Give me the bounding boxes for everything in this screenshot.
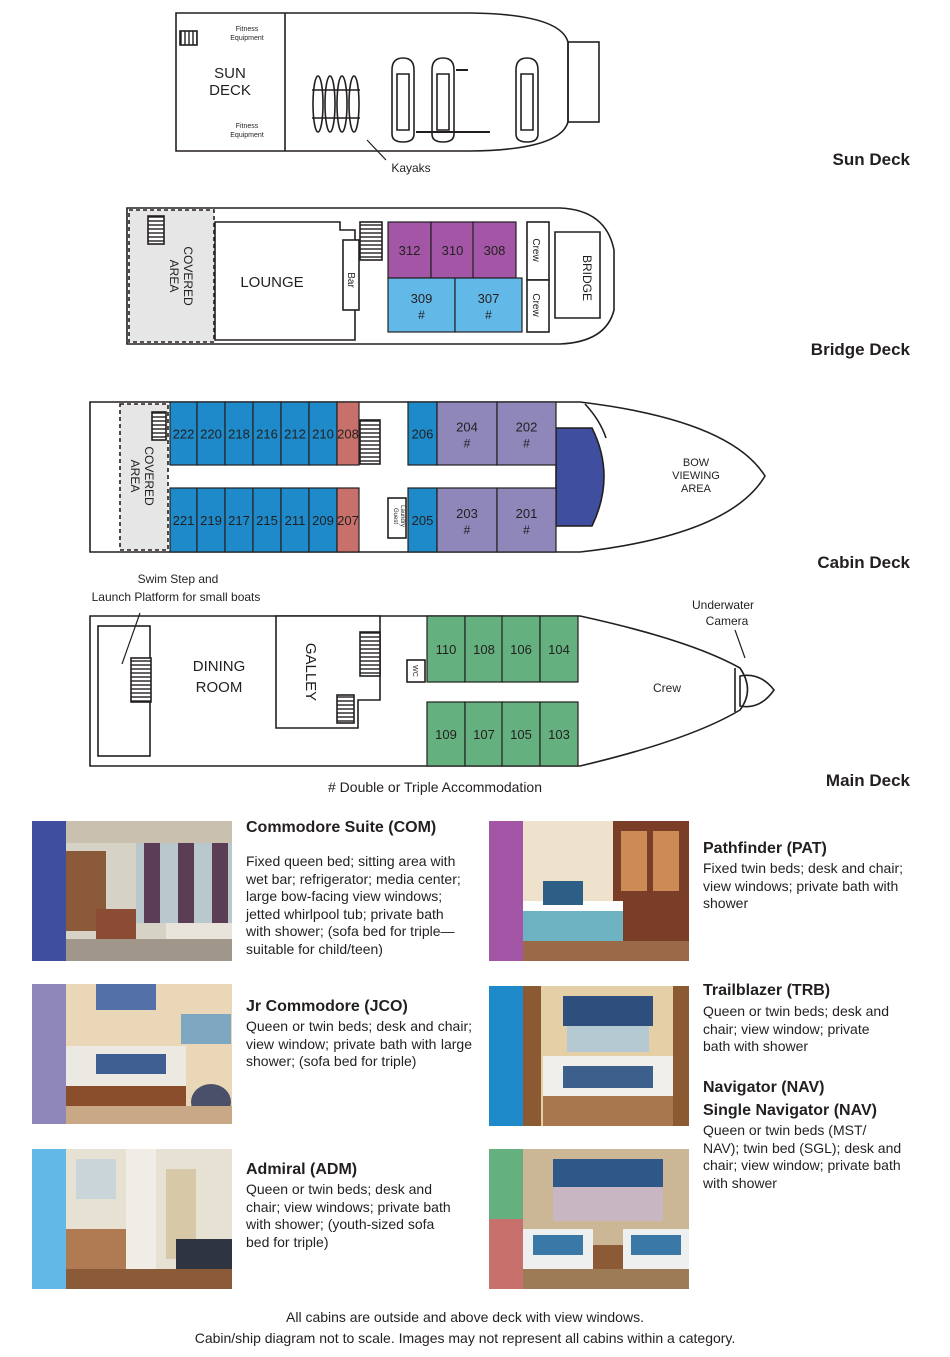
sun-deck-bow-platform (568, 42, 599, 122)
photo-jr-commodore (66, 984, 232, 1124)
bow-viewing-label: BOW (682, 457, 710, 469)
bridge-covered-label-2: AREA (167, 259, 181, 293)
color-swatch-navigator (489, 1149, 523, 1219)
commodore-suite-room (556, 428, 604, 526)
cabin-number-109: 109 (435, 727, 457, 742)
cabin-number-309: 309 (410, 291, 433, 306)
sun-deck-stair (180, 31, 197, 45)
deck-title-main: Main Deck (825, 771, 910, 790)
sun-deck-label-2: DECK (209, 82, 251, 99)
cabin-309 (388, 278, 455, 332)
category-desc-admiral: Queen or twin beds; desk and chair; view windows; private bath with shower; (youth-sized sofa bed for triple) (246, 1181, 451, 1250)
dining-room-label-2: ROOM (195, 679, 243, 696)
footer-note-2: Cabin/ship diagram not to scale. Images may not represent all cabins within a category. (194, 1330, 736, 1346)
cabin-number-208: 208 (337, 426, 359, 442)
cabin-217 (225, 488, 253, 552)
kayak-rack (312, 76, 360, 132)
cabin-number-110: 110 (435, 642, 457, 657)
cabin-202 (497, 402, 556, 465)
zodiac-boat-2 (432, 58, 454, 142)
category-desc-commodore: Fixed queen bed; sitting area with wet bar; refrigerator; media center; large bow-facing view windows; jetted whirlpool tub; private bath with shower; (sofa bed for triple—suitable for child/teen) (246, 853, 461, 957)
category-commodore (32, 821, 232, 961)
cabin-number-209: 209 (312, 513, 334, 528)
cabin-206 (408, 402, 437, 465)
category-desc-navigator: Queen or twin beds (MST/ NAV); twin bed (SGL); desk and chair; view window; private bath with shower (703, 1122, 902, 1191)
cabin-mark-202: # (523, 436, 530, 451)
category-desc-trailblazer: Queen or twin beds; desk and chair; view window; private bath with shower (703, 1003, 890, 1054)
category-desc-jr-commodore: Queen or twin beds; desk and chair; view window; private bath with large shower; (sofa bed for triple) (246, 1018, 472, 1069)
cabin-mark-201: # (523, 523, 530, 537)
cabin-number-108: 108 (473, 642, 495, 657)
category-title-navigator: Navigator (NAV) (703, 1079, 825, 1096)
color-swatch-pathfinder (489, 821, 523, 961)
cabin-mark-203: # (463, 523, 471, 537)
cabin-201 (497, 488, 556, 552)
cabin-number-222: 222 (172, 426, 195, 442)
cabin-number-307: 307 (477, 291, 500, 306)
guest-laundry-label-2: Laundry (399, 505, 405, 527)
cabin-number-103: 103 (548, 727, 570, 742)
cabin-number-211: 211 (284, 513, 306, 528)
photo-trailblazer (523, 986, 689, 1126)
cabin-number-210: 210 (312, 426, 334, 442)
zodiac-boat-3 (516, 58, 538, 142)
lounge-label: LOUNGE (240, 274, 304, 291)
cabin-mark-307: # (485, 308, 492, 322)
category-title-admiral: Admiral (ADM) (246, 1161, 358, 1178)
swim-step-label-2: Launch Platform for small boats (91, 590, 261, 604)
color-swatch-commodore (32, 821, 66, 961)
cabin-mark-309: # (418, 308, 425, 322)
fitness-label-bottom: Fitness (235, 123, 259, 130)
cabin-number-205: 205 (411, 513, 434, 528)
category-admiral (32, 1149, 232, 1289)
cabin-number-206: 206 (411, 426, 434, 442)
cabin-number-221: 221 (172, 513, 195, 528)
cabin-number-106: 106 (510, 642, 532, 657)
fitness-label-top-2: Equipment (230, 35, 264, 42)
deck-title-cabin: Cabin Deck (817, 553, 910, 572)
cabin-308 (473, 222, 516, 278)
cabin-number-219: 219 (200, 513, 222, 528)
cabin-number-216: 216 (256, 426, 278, 442)
category-title-single-navigator: Single Navigator (NAV) (703, 1102, 877, 1119)
cabin-204 (437, 402, 497, 465)
accommodation-legend-note: # Double or Triple Accommodation (328, 779, 542, 795)
main-deck-cabins (427, 616, 578, 766)
guest-laundry-label: Guest (392, 507, 398, 525)
category-trailblazer (489, 986, 689, 1126)
galley-label: GALLEY (302, 642, 319, 702)
underwater-camera-label: Underwater (691, 598, 755, 612)
cabin-number-220: 220 (200, 426, 222, 442)
cabin-312 (388, 222, 431, 278)
cabin-205 (408, 488, 437, 552)
sun-deck-label: SUN (214, 65, 246, 82)
wc-label: WC (411, 665, 418, 677)
cabin-number-104: 104 (548, 642, 570, 657)
cabin-number-105: 105 (510, 727, 532, 742)
cabin-307 (455, 278, 522, 332)
bridge-covered-label: COVERED (181, 246, 195, 306)
cabin-number-215: 215 (256, 513, 278, 528)
cabin-number-204: 204 (456, 419, 478, 435)
cabin-number-308: 308 (483, 243, 506, 258)
cabin-221 (170, 488, 197, 552)
bridge-label: BRIDGE (580, 254, 594, 302)
cabin-number-201: 201 (515, 506, 538, 521)
photo-commodore-suite (66, 821, 232, 961)
photo-navigator (523, 1149, 689, 1289)
cabin-208 (337, 402, 359, 465)
cabin-number-207: 207 (337, 513, 359, 528)
cabin-105 (502, 702, 540, 766)
cabin-104 (540, 616, 578, 682)
underwater-camera-label-2: Camera (705, 614, 749, 628)
cabin-110 (427, 616, 465, 682)
category-title-pathfinder: Pathfinder (PAT) (703, 840, 827, 857)
category-title-trailblazer: Trailblazer (TRB) (703, 982, 831, 999)
cabin-220 (197, 402, 225, 465)
dining-room-label: DINING (192, 658, 246, 675)
cabin-209 (309, 488, 337, 552)
cabin-number-203: 203 (456, 506, 478, 521)
cabin-number-217: 217 (228, 513, 250, 528)
kayaks-label: Kayaks (391, 161, 431, 175)
category-jr-commodore (32, 984, 232, 1124)
cabin-107 (465, 702, 503, 766)
cabin-number-218: 218 (228, 426, 250, 442)
cabin-310 (431, 222, 474, 278)
cabin-number-310: 310 (441, 243, 464, 258)
crew-label-top: Crew (530, 238, 541, 262)
category-navigator (489, 1149, 689, 1289)
footer-note-1: All cabins are outside and above deck with view windows. (286, 1309, 644, 1325)
main-deck-outline (90, 616, 748, 766)
color-swatch-jr-commodore (32, 984, 66, 1124)
zodiac-boat-1 (392, 58, 414, 142)
cabin-219 (197, 488, 225, 552)
fitness-label-top: Fitness (235, 26, 259, 33)
cabin-mark-204: # (463, 436, 471, 451)
cabin-215 (253, 488, 281, 552)
deck-title-sun: Sun Deck (832, 150, 910, 169)
cabin-210 (309, 402, 337, 465)
bridge-deck (127, 208, 614, 344)
main-crew-label: Crew (652, 681, 682, 695)
cabin-108 (465, 616, 503, 682)
photo-admiral (66, 1149, 232, 1289)
color-swatch-single-navigator (489, 1219, 523, 1289)
cabin-216 (253, 402, 281, 465)
cabin-number-202: 202 (515, 419, 538, 435)
cabin-203 (437, 488, 497, 552)
cabin-number-212: 212 (284, 426, 306, 442)
swim-step-label: Swim Step and (137, 572, 219, 586)
cabin-212 (281, 402, 309, 465)
cabin-207 (337, 488, 359, 552)
fitness-label-bottom-2: Equipment (230, 132, 264, 139)
color-swatch-admiral (32, 1149, 66, 1289)
cabin-211 (281, 488, 309, 552)
photo-pathfinder (523, 821, 689, 961)
category-title-jr-commodore: Jr Commodore (JCO) (246, 998, 408, 1015)
bridge-cabins (388, 222, 522, 332)
cabin-103 (540, 702, 578, 766)
bow-viewing-label-2: VIEWING (672, 470, 720, 482)
bar-label: Bar (345, 272, 356, 288)
cabin-covered-label: COVERED (142, 446, 156, 506)
category-desc-pathfinder: Fixed twin beds; desk and chair; view windows; private bath with shower (703, 860, 903, 911)
crew-label-bottom: Crew (530, 293, 541, 317)
color-swatch-trailblazer (489, 986, 523, 1126)
cabin-number-107: 107 (473, 727, 495, 742)
cabin-222 (170, 402, 197, 465)
bow-viewing-label-3: AREA (681, 483, 711, 495)
category-pathfinder (489, 821, 689, 961)
cabin-109 (427, 702, 465, 766)
cabin-number-312: 312 (398, 243, 421, 258)
category-title-commodore: Commodore Suite (COM) (246, 819, 437, 836)
cabin-covered-label-2: AREA (128, 459, 142, 493)
cabin-218 (225, 402, 253, 465)
cabin-106 (502, 616, 540, 682)
deck-title-bridge: Bridge Deck (810, 340, 910, 359)
